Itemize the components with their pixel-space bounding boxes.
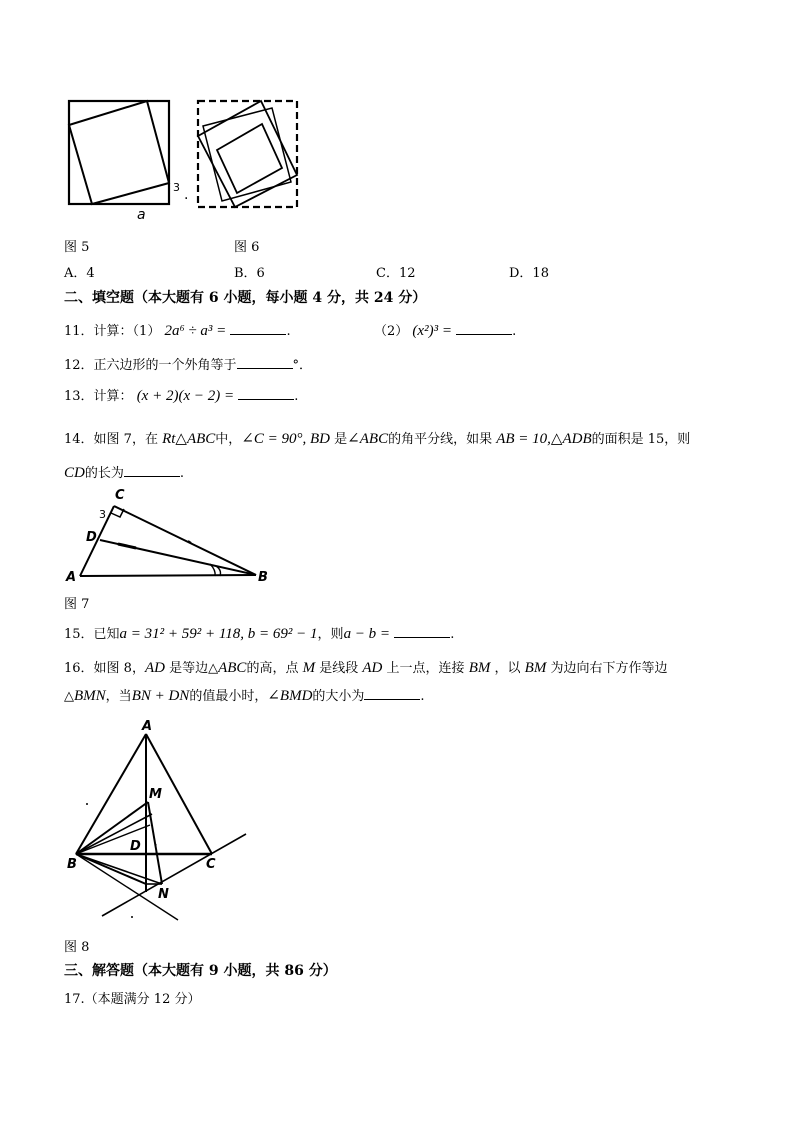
q11-part2 [374, 320, 516, 340]
fig5-label-3: 3 [173, 181, 180, 194]
q16-text: 是等边△ [169, 661, 219, 676]
q15 [64, 623, 454, 643]
figure-6 [195, 98, 305, 210]
q13-prefix: 13．计算： [64, 389, 133, 404]
q16-text: 是线段 [319, 661, 359, 676]
q16-text: △ [64, 689, 74, 704]
q15-end: . [450, 627, 455, 642]
fig7-label-D: D [86, 530, 97, 545]
q16-text: 为边向右下方作等边 [550, 661, 668, 676]
q13 [64, 385, 298, 405]
q11-blank1 [230, 322, 286, 335]
q11-prefix: 11．计算：（1） [64, 324, 161, 339]
q11 [64, 320, 291, 340]
q11-end1: . [286, 324, 291, 339]
q16-text: ，以 [494, 661, 521, 676]
q15-mid: ，则 [317, 627, 344, 642]
q12-blank [237, 356, 293, 369]
q15-prefix: 15．已知 [64, 627, 120, 642]
q16-math: ABC [218, 660, 247, 676]
fig8-label-D: D [130, 839, 141, 854]
fig8-label-N: N [158, 887, 169, 902]
q16-math: AD [144, 660, 165, 676]
q16-text: 的大小为 [312, 689, 365, 704]
q16-text: 16．如图 8， [64, 661, 145, 676]
q13-blank [238, 387, 294, 400]
q16-math: BM [524, 660, 547, 676]
q12-text: 12．正六边形的一个外角等于 [64, 358, 237, 373]
fig8-label-M: M [149, 787, 162, 802]
q14-math: ∠ABC [347, 431, 389, 447]
q16-text: 的值最小时， [189, 689, 268, 704]
q14-math: AB = 10,△ADB [496, 431, 592, 447]
q14-text: 中， [215, 432, 242, 447]
q10-option-d: D．18 [509, 266, 549, 281]
q14-math: ∠C = 90°, BD [241, 431, 331, 447]
q14-end: . [179, 466, 184, 481]
fig8-label-A: A [142, 719, 153, 734]
q14-text: 是 [334, 432, 348, 447]
q14-math: CD [64, 465, 85, 481]
q11-expr2: (x²)³ = [412, 323, 452, 339]
q15-blank [394, 625, 450, 638]
fig7-label-B: B [258, 570, 268, 585]
q11-end2: . [512, 324, 517, 339]
q16-line1 [64, 657, 667, 677]
fig8-label-C: C [206, 857, 216, 872]
section2-heading: 二、填空题（本大题有 6 小题，每小题 4 分，共 24 分） [64, 290, 427, 306]
q14-text: 的面积是 15，则 [591, 432, 691, 447]
figure-7 [60, 480, 280, 590]
q10-option-b: B．6 [234, 266, 265, 281]
q15-expr2: a − b = [343, 626, 391, 642]
q14-line2 [64, 462, 184, 482]
fig8-label-B: B [67, 857, 77, 872]
fig7-label-mark: 3 [99, 508, 106, 521]
q16-text: 的高，点 [246, 661, 299, 676]
q12-end: °． [292, 358, 313, 373]
q16-math: BMN [74, 688, 106, 704]
fig6-caption: 图 6 [234, 240, 260, 255]
fig5-label-a: a [137, 207, 146, 223]
q14-line1 [64, 428, 690, 448]
q14-text: 14．如图 7，在 [64, 432, 158, 447]
q16-text: 上一点，连接 [386, 661, 465, 676]
q16-math: M [302, 660, 316, 676]
q15-expr: a = 31² + 59² + 118, b = 69² − 1 [119, 626, 318, 642]
q16-math: BN + DN [131, 688, 190, 704]
q11-expr1: 2a⁶ ÷ a³ = [164, 323, 227, 339]
q14-text: 的长为 [84, 466, 124, 481]
figure-8 [60, 712, 260, 927]
q16-math: AD [362, 660, 383, 676]
fig7-caption: 图 7 [64, 597, 90, 612]
q11-blank2 [456, 322, 512, 335]
q14-math: Rt△ABC [162, 431, 216, 447]
q13-expr: (x + 2)(x − 2) = [136, 388, 235, 404]
q14-blank [124, 464, 180, 477]
fig5-caption: 图 5 [64, 240, 90, 255]
fig7-label-C: C [115, 488, 125, 503]
fig8-caption: 图 8 [64, 940, 90, 955]
q14-text: 的角平分线，如果 [388, 432, 493, 447]
figure-5 [60, 95, 200, 225]
q10-option-c: C．12 [376, 266, 416, 281]
q10-option-a: A．4 [64, 266, 95, 281]
q11-part2-label: （2） [374, 324, 409, 339]
q16-end: . [420, 689, 425, 704]
q16-blank [364, 687, 420, 700]
q16-text: ，当 [105, 689, 132, 704]
q16-math: ∠BMD [267, 688, 313, 704]
fig7-label-A: A [66, 570, 77, 585]
section3-heading: 三、解答题（本大题有 9 小题，共 86 分） [64, 963, 337, 979]
q13-end: . [294, 389, 299, 404]
fig5-dot: . [184, 187, 189, 203]
q16-math: BM [468, 660, 491, 676]
q17: 17.（本题满分 12 分） [64, 992, 201, 1007]
q16-line2 [64, 685, 425, 705]
q12 [64, 354, 312, 373]
